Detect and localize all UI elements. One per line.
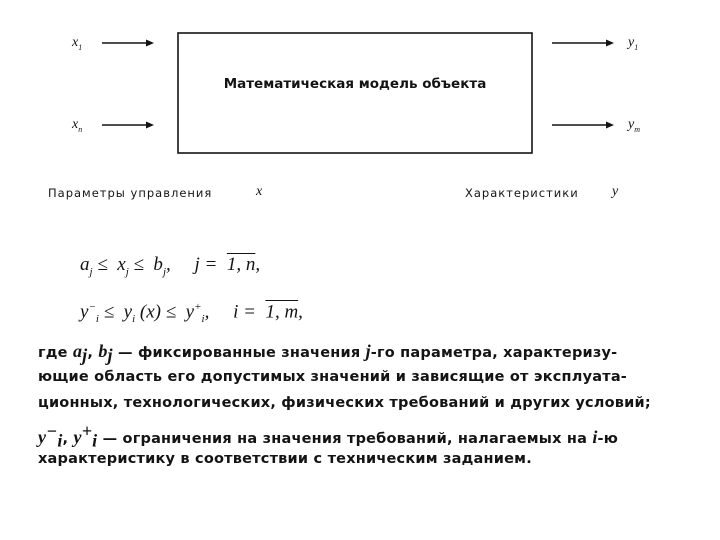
model-box-title: Математическая модель объекта xyxy=(223,76,487,92)
output-arrow-m xyxy=(552,122,614,129)
formula-parameter-bounds: $a_j \le x_j \le b_j$, j = 1, n, xyxy=(80,254,261,278)
input-label-1: $x_1$ xyxy=(72,35,83,52)
paragraph-line-2: ющие область его допустимых значений и зависящие от эксплуата- xyxy=(38,369,628,385)
caption-characteristics: Характеристики xyxy=(465,186,579,200)
input-arrow-n xyxy=(102,122,154,129)
input-label-n: $x_n$ xyxy=(72,117,83,134)
paragraph-line-3: ционных, технологических, физических требований и других условий; xyxy=(38,395,651,411)
caption-control-symbol: x xyxy=(256,184,263,199)
paragraph-line-1: где $a_j$, $b_j$ — фиксированные значения j-го параметра, характеризу- xyxy=(38,341,618,365)
paragraph-line-5: характеристику в соответствии с техническим заданием. xyxy=(38,451,532,467)
caption-control-parameters: Параметры управления xyxy=(48,186,213,200)
model-box xyxy=(178,33,532,153)
output-arrow-1 xyxy=(552,40,614,47)
input-arrow-1 xyxy=(102,40,154,47)
output-label-1: $y_1$ xyxy=(628,35,639,52)
output-label-m: $y_m$ xyxy=(628,117,640,134)
paragraph-line-4: $y^-_i$, $y^+_i$ — ограничения на значения требований, налагаемых на i-ю xyxy=(38,421,619,451)
formula-requirement-bounds: $y^-_i \le y_i$ $(x) \le y^+_i$, i = 1, m, xyxy=(80,301,303,326)
caption-characteristics-symbol: y xyxy=(612,184,619,199)
